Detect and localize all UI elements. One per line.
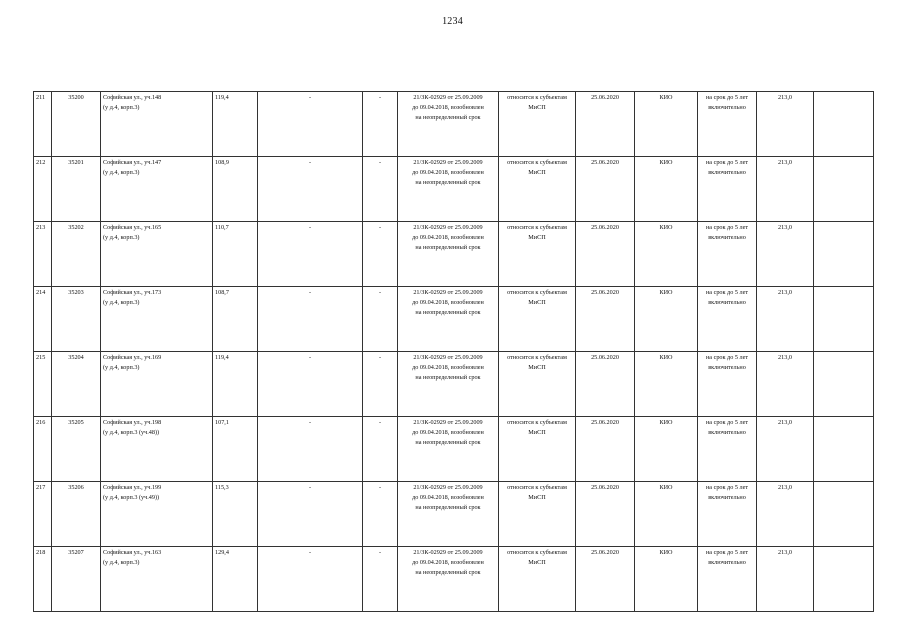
sme-status-line: относится к субъектам <box>507 419 567 426</box>
area-cell: 110,7 <box>213 222 258 287</box>
registry-table <box>33 91 874 612</box>
empty-cell <box>814 482 874 547</box>
organization-cell: КИО <box>635 92 698 157</box>
empty-dash-cell: - <box>258 482 363 547</box>
date-cell: 25.06.2020 <box>576 287 635 352</box>
object-code-cell: 35200 <box>52 92 101 157</box>
lease-agreement-line: 21/ЗК-02929 от 25.09.2009 <box>413 94 483 101</box>
date-cell: 25.06.2020 <box>576 482 635 547</box>
sme-status-cell <box>499 287 576 352</box>
price-cell: 213,0 <box>757 417 814 482</box>
empty-dash-cell: - <box>363 482 398 547</box>
object-code-cell: 35202 <box>52 222 101 287</box>
date-cell: 25.06.2020 <box>576 92 635 157</box>
date-cell: 25.06.2020 <box>576 157 635 222</box>
lease-agreement-line: до 09.04.2018, возобновлен <box>412 169 484 176</box>
lease-agreement-line: на неопределенный срок <box>415 309 481 316</box>
address-line: (у д.4, корп.3 (уч.48)) <box>103 429 160 436</box>
empty-dash-cell: - <box>258 222 363 287</box>
lease-agreement-line: 21/ЗК-02929 от 25.09.2009 <box>413 549 483 556</box>
organization-cell: КИО <box>635 222 698 287</box>
price-cell: 213,0 <box>757 352 814 417</box>
organization-cell: КИО <box>635 352 698 417</box>
lease-agreement-cell <box>398 482 499 547</box>
row-number-cell: 214 <box>34 287 52 352</box>
object-code-cell: 35203 <box>52 287 101 352</box>
lease-term-cell <box>698 482 757 547</box>
address-line: (у д.4, корп.3 (уч.49)) <box>103 494 160 501</box>
lease-term-line: на срок до 5 лет <box>705 354 749 361</box>
sme-status-cell <box>499 352 576 417</box>
organization-cell: КИО <box>635 482 698 547</box>
empty-dash-cell: - <box>258 417 363 482</box>
lease-agreement-line: 21/ЗК-02929 от 25.09.2009 <box>413 224 483 231</box>
organization-cell: КИО <box>635 417 698 482</box>
empty-dash-cell: - <box>363 92 398 157</box>
empty-dash-cell: - <box>363 157 398 222</box>
address-cell <box>101 482 213 547</box>
sme-status-line: относится к субъектам <box>507 549 567 556</box>
sme-status-line: МиСП <box>528 429 546 436</box>
sme-status-line: относится к субъектам <box>507 159 567 166</box>
empty-cell <box>814 287 874 352</box>
lease-agreement-cell <box>398 352 499 417</box>
lease-term-line: на срок до 5 лет <box>705 224 749 231</box>
address-line: Софийская ул., уч.169 <box>103 354 162 361</box>
lease-term-line: включительно <box>708 104 746 111</box>
lease-term-line: на срок до 5 лет <box>705 289 749 296</box>
sme-status-line: относится к субъектам <box>507 354 567 361</box>
price-cell: 213,0 <box>757 547 814 612</box>
empty-dash-cell: - <box>258 352 363 417</box>
table-row <box>34 482 874 547</box>
lease-agreement-cell <box>398 547 499 612</box>
sme-status-cell <box>499 417 576 482</box>
lease-term-line: включительно <box>708 234 746 241</box>
address-line: (у д.4, корп.3) <box>103 559 140 566</box>
date-cell: 25.06.2020 <box>576 352 635 417</box>
address-line: Софийская ул., уч.173 <box>103 289 162 296</box>
empty-dash-cell: - <box>363 222 398 287</box>
lease-agreement-line: до 09.04.2018, возобновлен <box>412 364 484 371</box>
table-row <box>34 417 874 482</box>
lease-agreement-cell <box>398 287 499 352</box>
lease-term-line: включительно <box>708 299 746 306</box>
address-line: Софийская ул., уч.147 <box>103 159 162 166</box>
row-number-cell: 213 <box>34 222 52 287</box>
area-cell: 108,9 <box>213 157 258 222</box>
object-code-cell: 35201 <box>52 157 101 222</box>
empty-dash-cell: - <box>258 547 363 612</box>
empty-dash-cell: - <box>258 92 363 157</box>
lease-agreement-cell <box>398 157 499 222</box>
empty-dash-cell: - <box>363 287 398 352</box>
date-cell: 25.06.2020 <box>576 222 635 287</box>
lease-agreement-line: на неопределенный срок <box>415 439 481 446</box>
sme-status-cell <box>499 482 576 547</box>
sme-status-cell <box>499 157 576 222</box>
lease-term-line: на срок до 5 лет <box>705 484 749 491</box>
object-code-cell: 35207 <box>52 547 101 612</box>
address-cell <box>101 547 213 612</box>
area-cell: 119,4 <box>213 352 258 417</box>
row-number-cell: 218 <box>34 547 52 612</box>
empty-dash-cell: - <box>258 287 363 352</box>
lease-agreement-cell <box>398 222 499 287</box>
sme-status-line: относится к субъектам <box>507 94 567 101</box>
lease-term-cell <box>698 222 757 287</box>
lease-term-cell <box>698 92 757 157</box>
area-cell: 108,7 <box>213 287 258 352</box>
sme-status-line: МиСП <box>528 559 546 566</box>
address-cell <box>101 417 213 482</box>
lease-agreement-line: 21/ЗК-02929 от 25.09.2009 <box>413 484 483 491</box>
row-number-cell: 217 <box>34 482 52 547</box>
organization-cell: КИО <box>635 547 698 612</box>
sme-status-line: МиСП <box>528 494 546 501</box>
lease-agreement-line: до 09.04.2018, возобновлен <box>412 559 484 566</box>
lease-agreement-line: на неопределенный срок <box>415 374 481 381</box>
row-number-cell: 211 <box>34 92 52 157</box>
sme-status-line: МиСП <box>528 299 546 306</box>
lease-agreement-line: до 09.04.2018, возобновлен <box>412 104 484 111</box>
area-cell: 115,3 <box>213 482 258 547</box>
lease-term-cell <box>698 157 757 222</box>
sme-status-line: относится к субъектам <box>507 224 567 231</box>
address-line: Софийская ул., уч.148 <box>103 94 162 101</box>
sme-status-cell <box>499 92 576 157</box>
lease-agreement-line: на неопределенный срок <box>415 569 481 576</box>
empty-dash-cell: - <box>363 417 398 482</box>
address-line: Софийская ул., уч.199 <box>103 484 162 491</box>
lease-agreement-line: на неопределенный срок <box>415 504 481 511</box>
area-cell: 119,4 <box>213 92 258 157</box>
price-cell: 213,0 <box>757 92 814 157</box>
address-line: Софийская ул., уч.165 <box>103 224 162 231</box>
date-cell: 25.06.2020 <box>576 547 635 612</box>
area-cell: 107,1 <box>213 417 258 482</box>
address-line: Софийская ул., уч.163 <box>103 549 162 556</box>
table-row <box>34 287 874 352</box>
lease-term-line: на срок до 5 лет <box>705 419 749 426</box>
sme-status-line: относится к субъектам <box>507 484 567 491</box>
address-line: (у д.4, корп.3) <box>103 364 140 371</box>
lease-term-line: включительно <box>708 169 746 176</box>
empty-cell <box>814 222 874 287</box>
area-cell: 129,4 <box>213 547 258 612</box>
empty-dash-cell: - <box>363 547 398 612</box>
lease-agreement-line: 21/ЗК-02929 от 25.09.2009 <box>413 289 483 296</box>
table-row <box>34 92 874 157</box>
lease-agreement-line: на неопределенный срок <box>415 244 481 251</box>
lease-agreement-cell <box>398 92 499 157</box>
address-cell <box>101 222 213 287</box>
empty-dash-cell: - <box>258 157 363 222</box>
lease-term-cell <box>698 417 757 482</box>
sme-status-line: МиСП <box>528 364 546 371</box>
lease-term-line: на срок до 5 лет <box>705 549 749 556</box>
empty-cell <box>814 352 874 417</box>
table-row <box>34 547 874 612</box>
lease-agreement-line: до 09.04.2018, возобновлен <box>412 299 484 306</box>
lease-term-line: включительно <box>708 429 746 436</box>
lease-agreement-line: 21/ЗК-02929 от 25.09.2009 <box>413 419 483 426</box>
object-code-cell: 35206 <box>52 482 101 547</box>
lease-term-line: включительно <box>708 559 746 566</box>
address-line: (у д.4, корп.3) <box>103 299 140 306</box>
address-line: (у д.4, корп.3) <box>103 169 140 176</box>
lease-agreement-line: до 09.04.2018, возобновлен <box>412 429 484 436</box>
price-cell: 213,0 <box>757 157 814 222</box>
address-line: (у д.4, корп.3) <box>103 104 140 111</box>
lease-term-line: включительно <box>708 494 746 501</box>
price-cell: 213,0 <box>757 222 814 287</box>
row-number-cell: 215 <box>34 352 52 417</box>
table-row <box>34 222 874 287</box>
lease-term-cell <box>698 287 757 352</box>
lease-agreement-line: 21/ЗК-02929 от 25.09.2009 <box>413 354 483 361</box>
sme-status-line: МиСП <box>528 104 546 111</box>
sme-status-line: МиСП <box>528 234 546 241</box>
date-cell: 25.06.2020 <box>576 417 635 482</box>
lease-term-line: включительно <box>708 364 746 371</box>
lease-term-cell <box>698 352 757 417</box>
lease-agreement-line: на неопределенный срок <box>415 114 481 121</box>
table-row <box>34 352 874 417</box>
page-number: 1234 <box>442 16 463 27</box>
organization-cell: КИО <box>635 287 698 352</box>
lease-agreement-cell <box>398 417 499 482</box>
address-line: (у д.4, корп.3) <box>103 234 140 241</box>
lease-term-cell <box>698 547 757 612</box>
table-row <box>34 157 874 222</box>
price-cell: 213,0 <box>757 287 814 352</box>
table-body <box>34 92 874 612</box>
sme-status-line: относится к субъектам <box>507 289 567 296</box>
sme-status-line: МиСП <box>528 169 546 176</box>
address-cell <box>101 92 213 157</box>
lease-term-line: на срок до 5 лет <box>705 159 749 166</box>
price-cell: 213,0 <box>757 482 814 547</box>
empty-cell <box>814 157 874 222</box>
empty-cell <box>814 547 874 612</box>
empty-cell <box>814 417 874 482</box>
object-code-cell: 35204 <box>52 352 101 417</box>
object-code-cell: 35205 <box>52 417 101 482</box>
sme-status-cell <box>499 222 576 287</box>
lease-term-line: на срок до 5 лет <box>705 94 749 101</box>
address-line: Софийская ул., уч.198 <box>103 419 162 426</box>
address-cell <box>101 157 213 222</box>
organization-cell: КИО <box>635 157 698 222</box>
empty-cell <box>814 92 874 157</box>
address-cell <box>101 287 213 352</box>
empty-dash-cell: - <box>363 352 398 417</box>
lease-agreement-line: 21/ЗК-02929 от 25.09.2009 <box>413 159 483 166</box>
row-number-cell: 212 <box>34 157 52 222</box>
sme-status-cell <box>499 547 576 612</box>
address-cell <box>101 352 213 417</box>
lease-agreement-line: до 09.04.2018, возобновлен <box>412 234 484 241</box>
lease-agreement-line: до 09.04.2018, возобновлен <box>412 494 484 501</box>
lease-agreement-line: на неопределенный срок <box>415 179 481 186</box>
row-number-cell: 216 <box>34 417 52 482</box>
